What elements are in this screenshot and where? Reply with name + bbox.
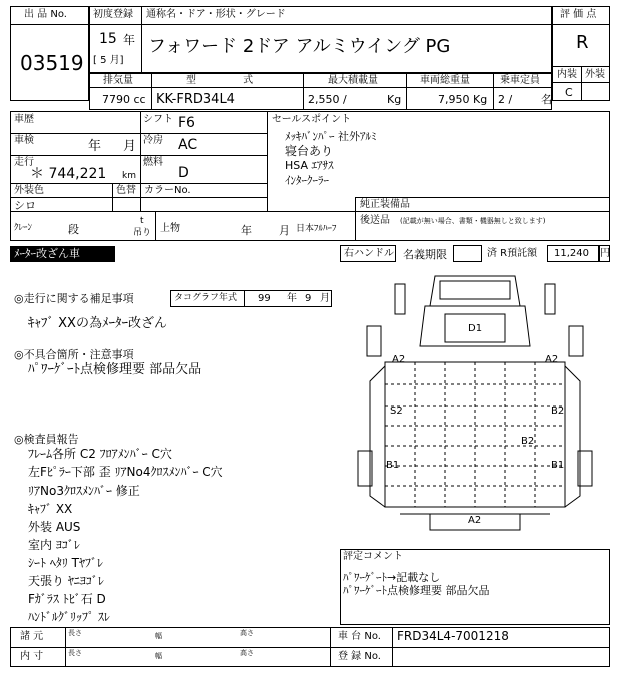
- mark-b1-left: B1: [386, 460, 400, 471]
- mark-b2-right-top: B2: [551, 406, 565, 417]
- crane-hang: 吊り: [133, 228, 152, 238]
- driving-title: ◎走行に関する補足事項: [14, 292, 134, 305]
- later-label: 後送品: [360, 215, 390, 226]
- crane-label: ｸﾚｰﾝ: [14, 223, 33, 233]
- gvw-label: 車両総重量: [420, 75, 470, 86]
- dims-length: 長さ: [68, 629, 82, 637]
- inner-length: 長さ: [68, 649, 82, 657]
- exterior-label: 外装: [585, 69, 605, 80]
- chassis-label: 車 台 No.: [338, 631, 381, 642]
- capacity-unit: 名: [541, 93, 552, 106]
- appraisal-line-0: ﾊﾟﾜｰｹﾞｰﾄ→記載なし: [343, 571, 441, 584]
- lot-number: 03519: [20, 51, 84, 75]
- fuel-value: D: [178, 165, 189, 181]
- inspector-title: ◎検査員報告: [14, 433, 79, 446]
- year-value: 15: [99, 31, 117, 47]
- inspector-line-7: 天張り ﾔﾆﾖｺﾞﾚ: [28, 574, 104, 588]
- inspector-line-1: 左Fﾋﾟﾗｰ下部 歪 ﾘｱNo4ｸﾛｽﾒﾝﾊﾞｰ C穴: [28, 465, 223, 479]
- grade-value: R: [576, 32, 589, 53]
- capacity-value: 2 /: [498, 93, 513, 106]
- mark-b1-right: B1: [551, 460, 565, 471]
- defect-text: ﾊﾟﾜｰｹﾞｰﾄ点検修理要 部品欠品: [28, 362, 202, 377]
- mark-a2-bottom: A2: [468, 515, 482, 526]
- inspection-year: 年: [88, 139, 102, 154]
- fuel-label: 燃料: [143, 157, 163, 168]
- crane-t: t: [140, 216, 144, 226]
- mileage-label: 走行: [14, 157, 34, 168]
- inspector-line-6: ｼｰﾄ ﾍﾀﾘ Tﾔﾌﾞﾚ: [28, 556, 103, 570]
- sales-point-3: ｲﾝﾀｰｸｰﾗｰ: [285, 174, 329, 187]
- recycle-unit: 円: [600, 248, 610, 259]
- inspection-label: 車検: [14, 135, 34, 146]
- load-label: 最大積載量: [328, 75, 378, 86]
- sales-point-label: セールスポイント: [272, 114, 352, 125]
- vehicle-label: 通称名・ドア・形状・グレード: [146, 9, 286, 20]
- crane-dan: 段: [68, 223, 79, 236]
- recycle-label: 済 R預託額: [487, 248, 538, 259]
- banner-text: ﾒｰﾀｰ改ざん車: [14, 247, 80, 260]
- appraisal-title: 評定コメント: [343, 551, 403, 562]
- right-handle: 右ハンドル: [344, 248, 394, 259]
- sales-point-1: 寝台あり: [285, 144, 334, 158]
- tacho-year: 99: [258, 293, 271, 304]
- interior-grade-value: C: [565, 86, 573, 99]
- shift-value: F6: [178, 115, 195, 131]
- driving-text: ｷｬﾌﾞ XXの為ﾒｰﾀｰ改ざん: [28, 316, 167, 331]
- vehicle-name: フォワード 2ドア アルミウイング PG: [148, 36, 451, 57]
- genuine-label: 純正装備品: [360, 199, 410, 210]
- mileage-unit: km: [122, 171, 136, 181]
- mark-d1: D1: [468, 323, 483, 334]
- model-value: KK-FRD34L4: [156, 92, 235, 107]
- inner-dims-label: 内 寸: [20, 651, 44, 662]
- inspector-line-8: Fｶﾞﾗｽ ﾄﾋﾞ石 D: [28, 592, 106, 606]
- lot-label: 出 品 No.: [24, 9, 67, 20]
- month-value: [ 5 月]: [93, 55, 124, 66]
- truck-diagram: [340, 266, 610, 544]
- body-maker: 日本ﾌﾙﾊｰﾌ: [296, 224, 337, 234]
- inspector-line-9: ﾊﾝﾄﾞﾙｸﾞﾘｯﾌﾟ ｽﾚ: [28, 610, 110, 624]
- mark-a2-right: A2: [545, 354, 559, 365]
- reg-label: 登 録 No.: [338, 651, 381, 662]
- appraisal-line-1: ﾊﾟﾜｰｹﾞｰﾄ点検修理要 部品欠品: [343, 584, 490, 597]
- inspection-month: 月: [123, 139, 137, 154]
- color-value: シロ: [14, 199, 36, 212]
- tacho-label: タコグラフ年式: [174, 293, 238, 303]
- body-month: 月: [279, 224, 290, 237]
- capacity-label: 乗車定員: [500, 75, 540, 86]
- recycle-value: 11,240: [554, 248, 589, 259]
- dims-width: 幅: [155, 632, 162, 640]
- color-label: 外装色: [14, 185, 44, 196]
- gvw-value: 7,950 Kg: [438, 93, 488, 106]
- mark-b2-inner: B2: [521, 436, 535, 447]
- sales-point-0: ﾒｯｷﾊﾞﾝﾊﾟｰ 社外ｱﾙﾐ: [285, 130, 377, 143]
- load-value: 2,550 /: [308, 93, 347, 106]
- grade-label: 評 価 点: [560, 9, 597, 20]
- later-note: (記載が無い場合、書類・機器無しと致します): [400, 217, 546, 225]
- dims-label: 諸 元: [20, 631, 44, 642]
- inspector-line-5: 室内 ﾖｺﾞﾚ: [28, 538, 80, 552]
- shift-label: シフト: [143, 114, 173, 125]
- displacement-value: 7790 cc: [102, 93, 146, 106]
- tacho-month: 9: [305, 293, 312, 304]
- dims-height: 高さ: [240, 629, 254, 637]
- chassis-value: FRD34L4-7001218: [397, 629, 509, 643]
- load-unit: Kg: [387, 93, 402, 106]
- body-year: 年: [241, 224, 252, 237]
- first-reg-label: 初度登録: [93, 9, 133, 20]
- mark-a2-left: A2: [392, 354, 406, 365]
- defect-title: ◎不具合箇所・注意事項: [14, 348, 134, 361]
- year-unit: 年: [123, 33, 136, 47]
- color-code-label: カラーNo.: [144, 185, 191, 196]
- inspector-line-3: ｷｬﾌﾞ XX: [28, 502, 73, 516]
- body-label: 上物: [160, 223, 180, 234]
- name-change-label: 名義期限: [403, 248, 447, 261]
- inspector-line-0: ﾌﾚｰﾑ各所 C2 ﾌﾛｱﾒﾝﾊﾞｰ C穴: [28, 447, 172, 461]
- inspector-line-4: 外装 AUS: [28, 520, 81, 534]
- inner-width: 幅: [155, 652, 162, 660]
- displacement-label: 排気量: [103, 75, 133, 86]
- color-change-label: 色替: [116, 185, 136, 196]
- interior-label: 内装: [557, 69, 577, 80]
- mileage-value: ＊ 744,221: [30, 166, 107, 182]
- ac-label: 冷房: [143, 135, 163, 146]
- history-label: 車歴: [14, 114, 34, 125]
- tacho-year-unit: 年: [287, 293, 297, 304]
- ac-value: AC: [178, 137, 198, 153]
- inner-height: 高さ: [240, 649, 254, 657]
- sales-point-2: HSA ｴｱｻｽ: [285, 159, 334, 172]
- model-label: 型 式: [186, 75, 276, 86]
- inspector-line-2: ﾘｱNo3ｸﾛｽﾒﾝﾊﾞｰ 修正: [28, 484, 140, 498]
- tacho-month-unit: 月: [320, 293, 330, 304]
- mark-s2: S2: [390, 406, 403, 417]
